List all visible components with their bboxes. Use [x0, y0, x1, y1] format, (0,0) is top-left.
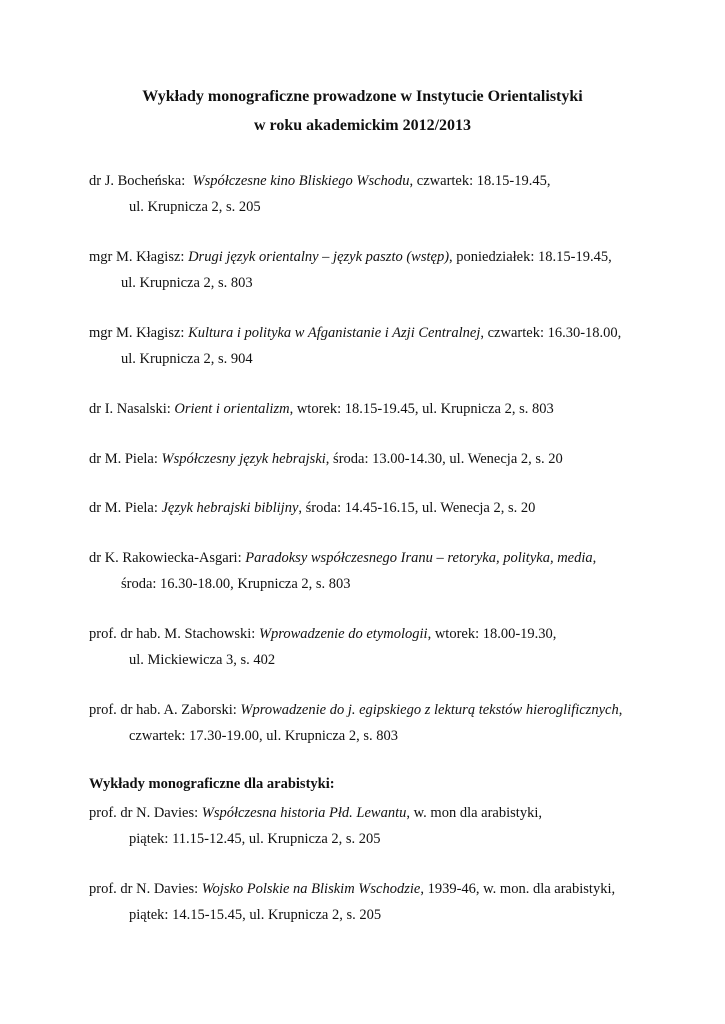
course-title: Wprowadzenie do j. egipskiego z lekturą tekstów hieroglificznych — [240, 702, 619, 718]
lecture-line — [89, 170, 689, 196]
schedule-text: , środa: 14.45-16.15, ul. Wenecja 2, s. 20 — [298, 500, 536, 516]
lecturer-name: dr M. Piela: — [89, 500, 158, 516]
lecture-line — [89, 878, 689, 904]
lecture-line — [89, 699, 689, 725]
lecturer-name: dr J. Bocheńska: — [89, 173, 186, 189]
lecturer-name: dr M. Piela: — [89, 451, 158, 467]
schedule-text: , 1939-46, w. mon. dla arabistyki, — [420, 881, 616, 897]
document-title-line-2: w roku akademickim 2012/2013 — [253, 117, 472, 134]
location-line: ul. Krupnicza 2, s. 803 — [121, 275, 253, 291]
schedule-text: , czwartek: 18.15-19.45, — [409, 173, 551, 189]
location-line: środa: 16.30-18.00, Krupnicza 2, s. 803 — [121, 576, 351, 592]
course-title: Kultura i polityka w Afganistanie i Azji Centralnej — [188, 325, 481, 341]
lecture-entry — [89, 497, 689, 523]
schedule-text: , — [618, 702, 623, 718]
location-line: ul. Krupnicza 2, s. 904 — [121, 351, 253, 367]
course-title: Drugi język orientalny – język paszto (wstęp) — [188, 249, 450, 265]
lecture-entry — [89, 547, 689, 599]
lecture-entry — [89, 448, 689, 474]
schedule-text: , w. mon dla arabistyki, — [406, 805, 542, 821]
location-line: czwartek: 17.30-19.00, ul. Krupnicza 2, s. 803 — [129, 728, 398, 744]
course-title: Wprowadzenie do etymologii — [258, 626, 428, 642]
lecture-entry — [89, 170, 689, 222]
location-line: ul. Mickiewicza 3, s. 402 — [129, 652, 276, 668]
lecturer-name: prof. dr hab. A. Zaborski: — [89, 702, 237, 718]
lecturer-name: mgr M. Kłagisz: — [89, 249, 185, 265]
lecture-entry — [89, 322, 689, 374]
arabic-lecture-entry — [89, 878, 689, 930]
lecturer-name: dr I. Nasalski: — [89, 401, 171, 417]
schedule-text: , wtorek: 18.00-19.30, — [427, 626, 557, 642]
document-title-line-1: Wykłady monograficzne prowadzone w Instytucie Orientalistyki — [142, 88, 583, 105]
lecturer-name: prof. dr hab. M. Stachowski: — [89, 626, 256, 642]
lecture-line — [89, 322, 689, 348]
lecture-line — [89, 246, 689, 272]
lecture-line — [89, 497, 689, 523]
lecture-line — [89, 802, 689, 828]
schedule-text: , — [592, 550, 597, 566]
course-title: Orient i orientalizm — [174, 401, 290, 417]
lecturer-name: mgr M. Kłagisz: — [89, 325, 185, 341]
course-title: Współczesna historia Płd. Lewantu — [201, 805, 407, 821]
course-title: Współczesny język hebrajski — [161, 451, 326, 467]
lecture-line — [89, 547, 689, 573]
location-line: piątek: 11.15-12.45, ul. Krupnicza 2, s. 205 — [129, 831, 381, 847]
course-title: Paradoksy współczesnego Iranu – retoryka, polityka, media — [245, 550, 593, 566]
section-heading-arabic: Wykłady monograficzne dla arabistyki: — [89, 776, 335, 792]
lecture-entry — [89, 699, 689, 751]
lecturer-name: prof. dr N. Davies: — [89, 805, 199, 821]
schedule-text: , wtorek: 18.15-19.45, ul. Krupnicza 2, s. 803 — [289, 401, 554, 417]
schedule-text: , poniedziałek: 18.15-19.45, — [449, 249, 612, 265]
lecture-line — [89, 623, 689, 649]
lecture-line — [89, 448, 689, 474]
course-title: Język hebrajski biblijny — [161, 500, 299, 516]
lecturer-name: prof. dr N. Davies: — [89, 881, 199, 897]
lecturer-name: dr K. Rakowiecka-Asgari: — [89, 550, 242, 566]
lecture-entry — [89, 246, 689, 298]
lecture-entry — [89, 398, 689, 424]
location-line: ul. Krupnicza 2, s. 205 — [129, 199, 261, 215]
arabic-lecture-entry — [89, 802, 689, 854]
location-line: piątek: 14.15-15.45, ul. Krupnicza 2, s. 205 — [129, 907, 382, 923]
schedule-text: , środa: 13.00-14.30, ul. Wenecja 2, s. 20 — [325, 451, 563, 467]
lecture-entry — [89, 623, 689, 675]
lecture-line — [89, 398, 689, 424]
course-title: Wojsko Polskie na Bliskim Wschodzie — [201, 881, 421, 897]
course-title: Współczesne kino Bliskiego Wschodu — [192, 173, 410, 189]
schedule-text: , czwartek: 16.30-18.00, — [480, 325, 622, 341]
